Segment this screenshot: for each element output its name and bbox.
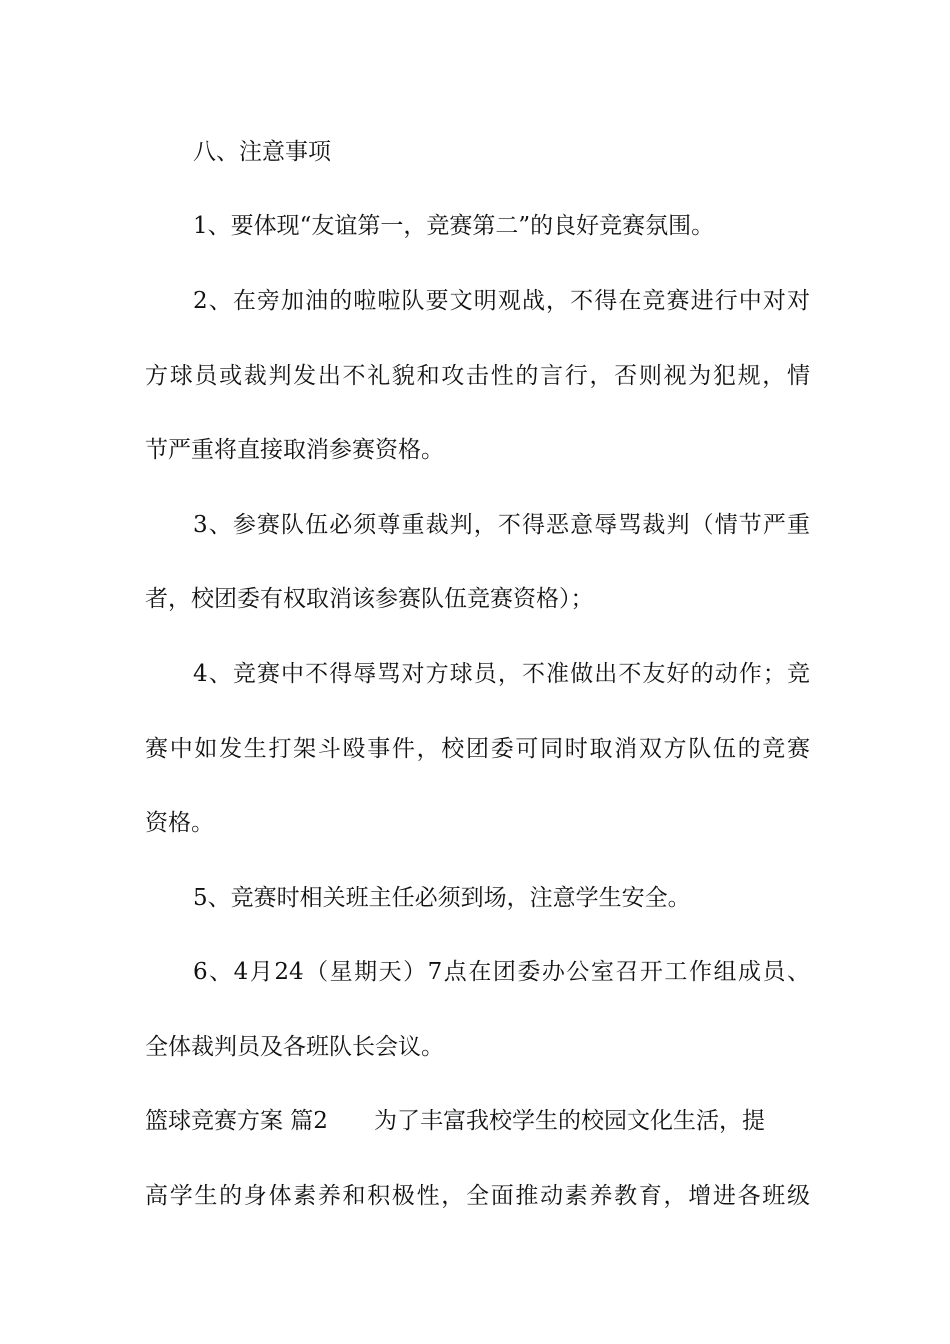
item-3-line-2: 者，校团委有权取消该参赛队伍竞赛资格）；	[145, 586, 594, 612]
item-5: 5、竞赛时相关班主任必须到场，注意学生安全。	[193, 885, 691, 911]
next-section-title: 篮球竞赛方案 篇2	[145, 1108, 328, 1134]
item-6-line-1: 6、4月24（星期天）7点在团委办公室召开工作组成员、	[193, 959, 810, 985]
item-4-line-3: 资格。	[145, 810, 214, 836]
item-1: 1、要体现“友谊第一，竞赛第二”的良好竞赛氛围。	[193, 213, 715, 239]
item-4-line-1: 4、竞赛中不得辱骂对方球员，不准做出不友好的动作；竞	[193, 661, 810, 687]
item-6-line-2: 全体裁判员及各班队长会议。	[145, 1034, 444, 1060]
item-2-line-3: 节严重将直接取消参赛资格。	[145, 437, 444, 463]
item-3-line-1: 3、参赛队伍必须尊重裁判，不得恶意辱骂裁判（情节严重	[193, 512, 810, 538]
next-section-line-1	[145, 1101, 810, 1141]
item-4-line-2: 赛中如发生打架斗殴事件，校团委可同时取消双方队伍的竞赛	[145, 736, 810, 762]
next-section-line-1-text: 为了丰富我校学生的校园文化生活，提	[373, 1108, 765, 1134]
item-2-line-1: 2、在旁加油的啦啦队要文明观战，不得在竞赛进行中对对	[193, 288, 810, 314]
item-2-line-2: 方球员或裁判发出不礼貌和攻击性的言行，否则视为犯规，情	[145, 363, 810, 389]
section-heading: 八、注意事项	[193, 139, 331, 165]
next-section-line-2: 高学生的身体素养和积极性，全面推动素养教育，增进各班级	[145, 1183, 810, 1209]
